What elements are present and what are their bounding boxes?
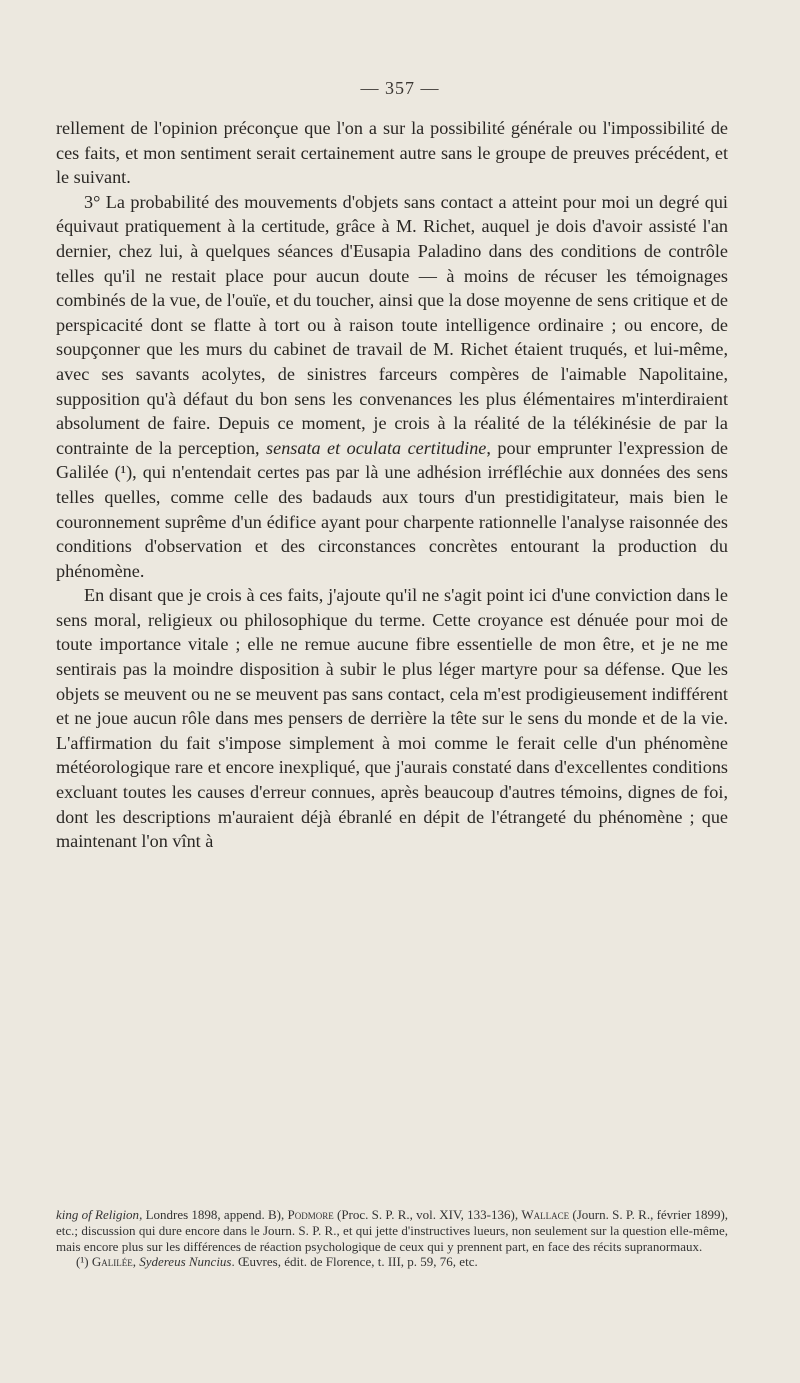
footnote-italic-title: king of Religion xyxy=(56,1207,140,1222)
latin-quote: sensata et oculata certitudine xyxy=(266,437,487,458)
paragraph-2-continuation: , pour emprunter l'expression de Galilée (¹), qui n'entendait certes pas par là une adhésion irréfléchie aux données des sens telles quelles, comme celle des badauds aux tours d'un prestidigitateur, mais bien le couronnement suprême d'un édifice ayant pour charpente rationnelle l'analyse raisonnée des conditions d'observation et des circonstances concrètes entourant la production du phénomène. xyxy=(56,437,729,581)
paragraph-2 xyxy=(56,190,728,584)
footnote-marker: (¹) xyxy=(76,1254,89,1270)
main-text xyxy=(56,116,728,854)
footnote-work-title: Sydereus Nuncius xyxy=(139,1254,232,1270)
footnote-continued: king of Religion, Londres 1898, append. B), Podmore (Proc. S. P. R., vol. XIV, 133-136), Wallace (Journ. S. P. R., février 1899), etc.; discussion qui dure encore dans le Journ. S. P. R., et qui jette d'instructives lueurs, non seulement sur la question elle-même, mais encore plus sur les différences de réaction psychologique de ceux qui y prennent part, en face des récits supranormaux. xyxy=(56,1207,729,1254)
footnotes xyxy=(56,1207,728,1270)
author-podmore: Podmore xyxy=(287,1207,334,1222)
paragraph-1: rellement de l'opinion préconçue que l'on a sur la possibilité générale ou l'impossibilité de ces faits, et mon sentiment serait certainement autre sans le groupe de preuves précédent, et le suivant. xyxy=(56,118,728,188)
footnote-1: (¹) Galilée, Sydereus Nuncius. Œuvres, édit. de Florence, t. III, p. 59, 76, etc. xyxy=(76,1254,478,1270)
page-number: — 357 — xyxy=(360,78,440,98)
paragraph-3: En disant que je crois à ces faits, j'ajoute qu'il ne s'agit point ici d'une conviction dans le sens moral, religieux ou philosophique du terme. Cette croyance est dénuée pour moi de toute importance vitale ; elle ne remue aucune fibre essentielle de mon être, et je ne me sentirais pas la moindre disposition à subir le plus léger martyre pour sa défense. Que les objets se meuvent ou ne se meuvent pas sans contact, cela m'est prodigieusement indifférent et ne joue aucun rôle dans mes pensers de derrière la tête sur le sens du monde et de la vie. L'affirmation du fait s'impose simplement à moi comme le ferait celle d'un phénomène météorologique rare et encore inexpliqué, que j'aurais constaté dans d'excellentes conditions excluant toutes les causes d'erreur connues, après beaucoup d'autres témoins, dignes de foi, dont les descriptions m'auraient déjà ébranlé en dépit de l'étrangeté du phénomène ; que maintenant l'on vînt à xyxy=(56,585,728,852)
paragraph-2-text: 3° La probabilité des mouvements d'objets sans contact a atteint pour moi un degré qui équivaut pratiquement à la certitude, grâce à M. Richet, auquel je dois d'avoir assisté l'an dernier, chez lui, à quelques séances d'Eusapia Paladino dans des conditions de contrôle telles qu'il ne restait place pour aucun doute — à moins de récuser les témoignages combinés de la vue, de l'ouïe, et du toucher, ainsi que la dose moyenne de sens critique et de perspicacité dont se flatte à tort ou à raison toute intelligence ordinaire ; ou encore, de soupçonner que les murs du cabinet de travail de M. Richet étaient truqués, et lui-même, avec ses savants acolytes, de sinistres farceurs compères de l'aimable Napolitaine, supposition qu'à défaut du bon sens les convenances les plus élémentaires m'interdiraient absolument de faire. Depuis ce moment, je crois à la réalité de la télékinésie de par la contrainte de la perception, xyxy=(56,191,728,458)
author-galilee: Galilée xyxy=(91,1254,133,1270)
author-wallace: Wallace xyxy=(521,1207,570,1222)
